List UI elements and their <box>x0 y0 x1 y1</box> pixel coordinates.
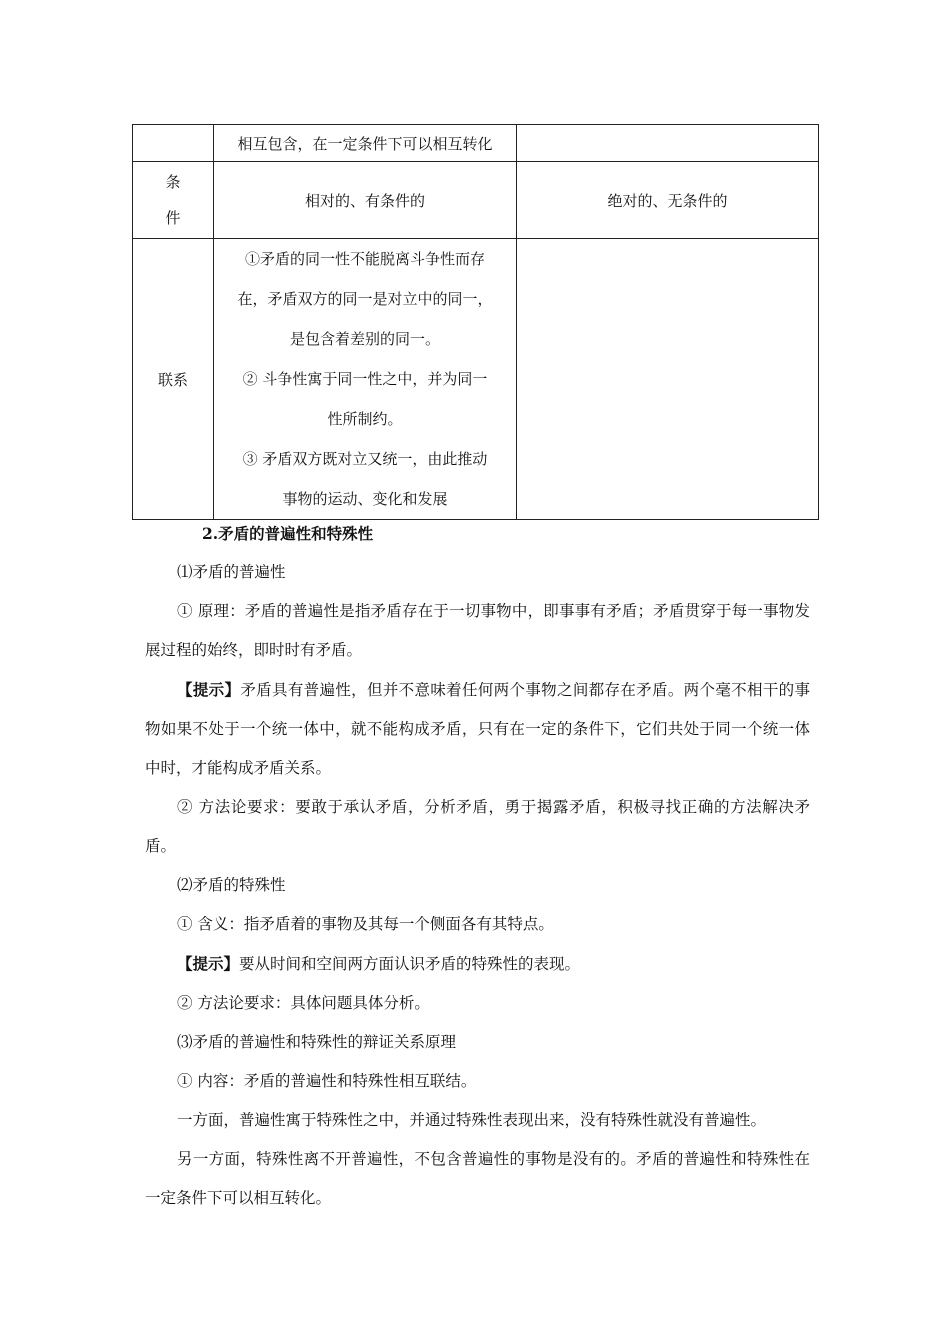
table-cell-struggle-condition: 绝对的、无条件的 <box>517 162 819 239</box>
connection-line: 是包含着差别的同一。 <box>289 330 440 348</box>
paragraph-tip <box>145 944 810 984</box>
table-cell-label <box>133 125 214 162</box>
table-row <box>133 125 819 162</box>
paragraph-content: ① 内容：矛盾的普遍性和特殊性相互联结。 <box>177 1072 477 1090</box>
connection-line: ③ 矛盾双方既对立又统一，由此推动 <box>242 450 488 468</box>
tip-label: 【提示】 <box>177 954 240 973</box>
paragraph-meaning: ① 含义：指矛盾着的事物及其每一个侧面各有其特点。 <box>177 915 554 933</box>
table-cell-identity-condition: 相对的、有条件的 <box>214 162 517 239</box>
tip-text: 要从时间和空间两方面认识矛盾的特殊性的表现。 <box>239 955 581 973</box>
body-text <box>145 514 810 1218</box>
table-row-connection <box>133 239 819 520</box>
table-cell-label-connection: 联系 <box>133 239 214 520</box>
paragraph-tip <box>145 670 810 788</box>
tip-label: 【提示】 <box>177 680 241 699</box>
paragraph-method: ② 方法论要求：要敢于承认矛盾，分析矛盾，勇于揭露矛盾，积极寻找正确的方法解决矛盾。 <box>145 798 810 855</box>
connection-line: 在，矛盾双方的同一是对立中的同一， <box>237 290 493 308</box>
table-cell-label-condition <box>133 162 214 239</box>
label-char: 件 <box>165 209 181 227</box>
section-heading: 2.矛盾的普遍性和特殊性 <box>202 524 374 543</box>
connection-line: ①矛盾的同一性不能脱离斗争性而存 <box>244 250 485 268</box>
label-char: 条 <box>165 173 181 191</box>
table-cell-connection-empty <box>517 239 819 520</box>
subsection-heading: ⑶矛盾的普遍性和特殊性的辩证关系原理 <box>177 1033 457 1051</box>
table-cell-identity: 相互包含，在一定条件下可以相互转化 <box>214 125 517 162</box>
table-cell-connection-text <box>214 239 517 520</box>
paragraph-principle: ① 原理：矛盾的普遍性是指矛盾存在于一切事物中，即事事有矛盾；矛盾贯穿于每一事物发展过程的始终，即时时有矛盾。 <box>145 602 810 659</box>
paragraph-one-side: 一方面，普遍性寓于特殊性之中，并通过特殊性表现出来，没有特殊性就没有普遍性。 <box>177 1111 767 1129</box>
subsection-heading: ⑴矛盾的普遍性 <box>177 563 286 581</box>
comparison-table <box>132 124 819 520</box>
subsection-heading: ⑵矛盾的特殊性 <box>177 876 286 894</box>
connection-line: ② 斗争性寓于同一性之中，并为同一 <box>242 370 488 388</box>
paragraph-method: ② 方法论要求：具体问题具体分析。 <box>177 994 430 1012</box>
table-cell-struggle <box>517 125 819 162</box>
paragraph-other-side: 另一方面，特殊性离不开普遍性，不包含普遍性的事物是没有的。矛盾的普遍性和特殊性在一定条件下可以相互转化。 <box>145 1150 810 1207</box>
table-row-condition <box>133 162 819 239</box>
tip-text: 矛盾具有普遍性，但并不意味着任何两个事物之间都存在矛盾。两个毫不相干的事物如果不处于一个统一体中，就不能构成矛盾，只有在一定的条件下，它们共处于同一个统一体中时，才能构成矛盾关系。 <box>145 681 810 777</box>
connection-line: 事物的运动、变化和发展 <box>282 490 448 508</box>
connection-line: 性所制约。 <box>327 410 403 428</box>
